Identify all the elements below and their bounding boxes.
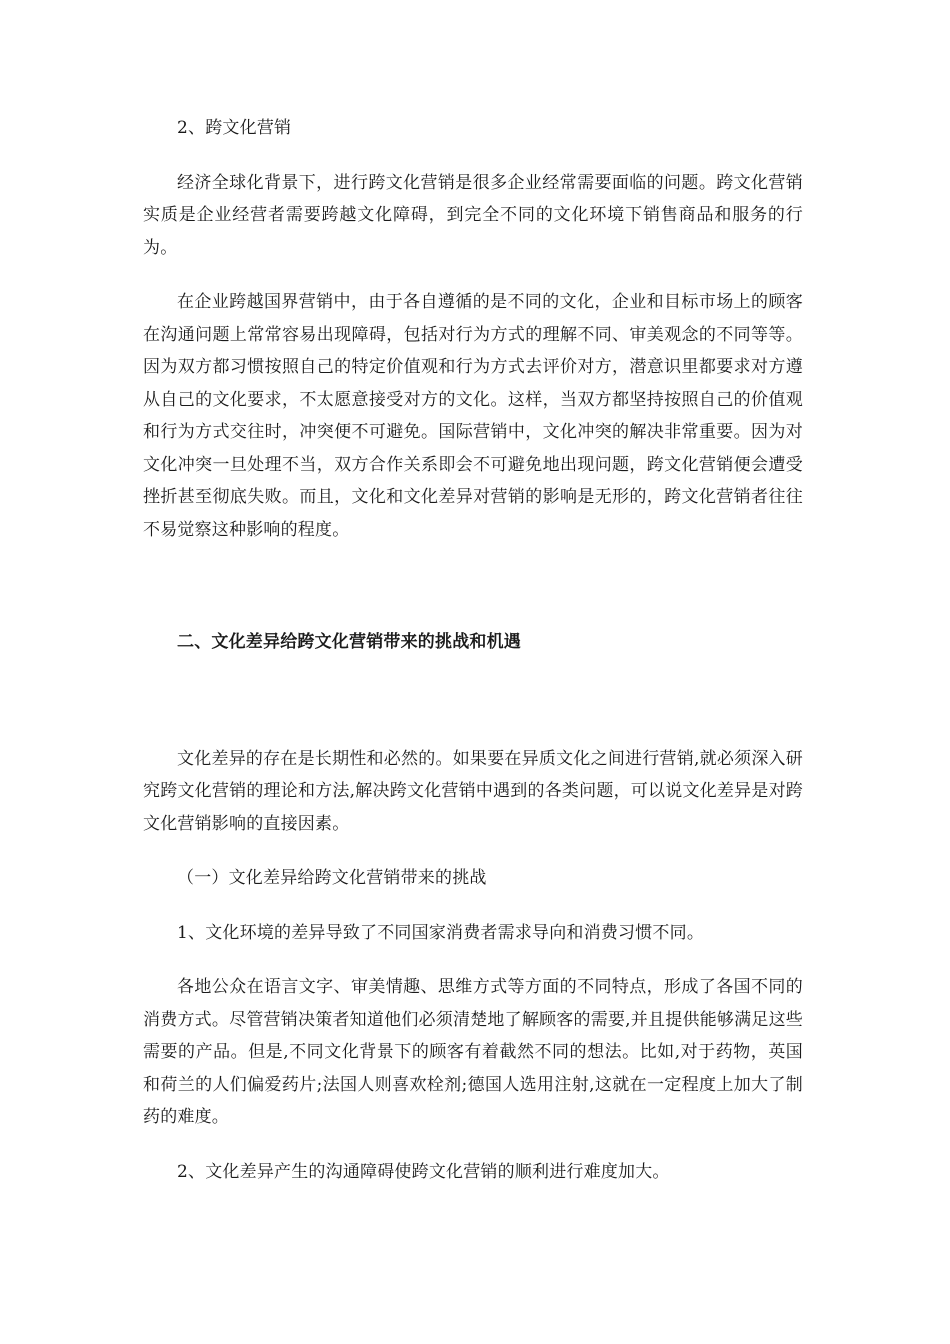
paragraph-cultural-conflict: 在企业跨越国界营销中，由于各自遵循的是不同的文化，企业和目标市场上的顾客在沟通问题上常常容易出现障碍，包括对行为方式的理解不同、审美观念的不同等等。因为双方都习惯按照自己的特定价值观和行为方式去评价对方，潜意识里都要求对方遵从自己的文化要求，不太愿意接受对方的文化。这样，当双方都坚持按照自己的价值观和行为方式交往时，冲突便不可避免。国际营销中，文化冲突的解决非常重要。因为对文化冲突一旦处理不当，双方合作关系即会不可避免地出现问题，跨文化营销便会遭受挫折甚至彻底失败。而且，文化和文化差异对营销的影响是无形的，跨文化营销者往往不易觉察这种影响的程度。 (143, 292, 803, 540)
spacer (143, 840, 803, 862)
spacer (143, 546, 803, 626)
spacer (143, 895, 803, 917)
point-1: 1、文化环境的差异导致了不同国家消费者需求导向和消费习惯不同。 (177, 922, 705, 943)
document-page (143, 112, 803, 1188)
heading-cross-cultural-marketing: 2、跨文化营销 (177, 118, 292, 138)
paragraph-consumption-habits: 各地公众在语言文字、审美情趣、思维方式等方面的不同特点，形成了各国不同的消费方式。尽管营销决策者知道他们必须清楚地了解顾客的需要,并且提供能够满足这些需要的产品。但是,不同文化背景下的顾客有着截然不同的想法。比如,对于药物，英国和荷兰的人们偏爱药片;法国人则喜欢栓剂;德国人选用注射,这就在一定程度上加大了制药的难度。 (143, 977, 803, 1127)
spacer (143, 659, 803, 743)
paragraph-cultural-difference: 文化差异的存在是长期性和必然的。如果要在异质文化之间进行营销,就必须深入研究跨文化营销的理论和方法,解决跨文化营销中遇到的各类问题，可以说文化差异是对跨文化营销影响的直接因素。 (143, 748, 803, 834)
subsection-1-title: （一）文化差异给跨文化营销带来的挑战 (177, 868, 487, 888)
spacer (143, 264, 803, 286)
paragraph-definition: 经济全球化背景下，进行跨文化营销是很多企业经常需要面临的问题。跨文化营销实质是企业经营者需要跨越文化障碍，到完全不同的文化环境下销售商品和服务的行为。 (143, 172, 803, 258)
section-2-title: 二、文化差异给跨文化营销带来的挑战和机遇 (177, 632, 521, 652)
spacer (143, 145, 803, 167)
spacer (143, 1134, 803, 1156)
point-2: 2、文化差异产生的沟通障碍使跨文化营销的顺利进行难度加大。 (177, 1161, 670, 1182)
spacer (143, 949, 803, 971)
